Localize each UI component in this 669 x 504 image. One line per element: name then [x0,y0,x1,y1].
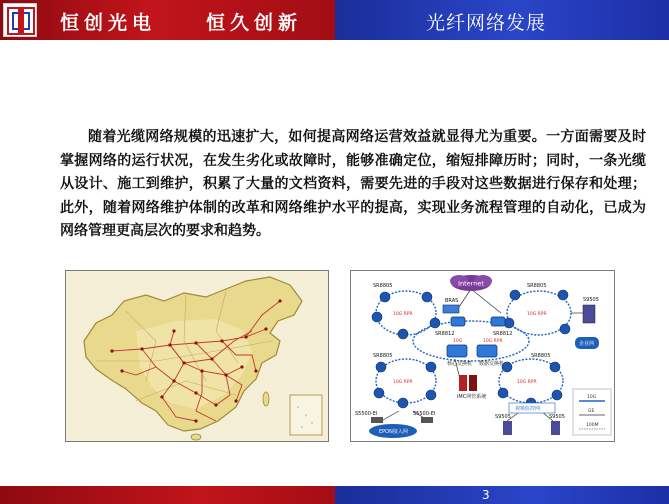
node-sr-left: SR8805 [373,353,393,359]
logo-mark-icon [4,4,38,38]
ring-label-top-left: 10G RPR [393,312,413,317]
node-epon: EPON接入网 [379,429,408,435]
ring-label-center-left: 10G [453,339,463,344]
ring-label-center-right: 10G RPR [483,339,503,344]
node-bras: BRAS [445,298,459,304]
diagram-legend [573,389,611,435]
ring-label-bottom-right: 10G RPR [517,380,537,385]
internet-label: Internet [458,279,484,288]
node-imc: iMC网管系统 [457,394,487,400]
legend-ge: GE [588,409,595,414]
node-sr-right: SR8805 [531,353,551,359]
node-sr-mid-right: SR8812 [493,331,513,337]
slide-header [0,0,669,40]
node-sr-mid-left: SR8812 [435,331,455,337]
body-paragraph: 随着光缆网络规模的迅速扩大，如何提高网络运营效益就显得尤为重要。一方面需要及时掌握网络的运行状况，在发生劣化或故障时，能够准确定位，缩短排障历时；同时，一条光缆从设计、施工到维护，积累了大量的文档资料，需要先进的手段对这些数据进行保存和处理；此外，随着网络维护体制的改革和网络维护水平的提高，实现业务流程管理的自动化，已成为网络管理更高层次的要求和趋势。 [60,129,646,239]
slide-footer [0,486,669,504]
footer-red-band [0,486,335,504]
legend-10g: 10G [587,395,597,400]
ring-label-top-right: 10G RPR [527,312,547,317]
china-map-illustration [66,271,329,442]
node-s9505-bl: S9505 [495,414,511,420]
node-s5500-left: S5500-EI [355,411,378,417]
page-title: 光纤网络发展 [426,12,547,34]
fiber-route-map [65,270,329,442]
company-logo [3,3,37,37]
node-video-net: 视频监控网 [515,406,541,412]
footer-blue-band [335,486,669,504]
topology-illustration [351,271,615,442]
node-s5500-mid: S5500-EI [413,411,436,417]
legend-100m: 100M [586,423,599,428]
node-s9505-right: S9505 [583,297,599,303]
node-core-left: 核心交换机 [447,361,473,367]
node-core-right: 数据交换机 [479,361,505,367]
company-name: 恒创光电 [60,12,157,34]
page-number: 3 [482,488,490,502]
node-sr-top-left: SR8805 [373,283,393,289]
node-s9505-br: S9505 [549,414,565,420]
node-sr-top-right: SR8805 [527,283,547,289]
ring-label-bottom-left: 10G RPR [393,380,413,385]
network-topology-diagram [350,270,615,442]
company-slogan: 恒久创新 [206,12,303,34]
node-enterprise-net: 企业网 [579,341,595,347]
